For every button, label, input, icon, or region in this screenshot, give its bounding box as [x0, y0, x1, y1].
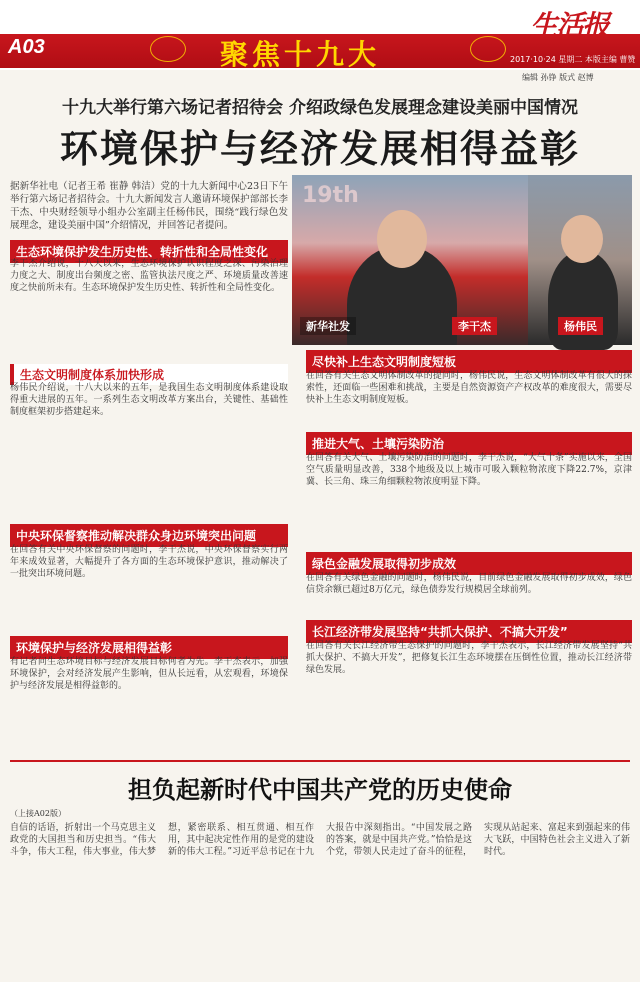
section-7-title: 绿色金融发展取得初步成效 [306, 552, 632, 575]
decor-emblem-left [150, 36, 186, 62]
photo-caption-left: 李干杰 [452, 317, 497, 335]
section-5-text: 在回答有关生态文明体制改革的提问时，杨伟民说，生态文明体制改革有很大的探索性，还面临一些困难和挑战，主要是自然资源资产产权改革的难度很大，需要尽快补上生态文明制度短板。 [306, 371, 632, 405]
face [561, 215, 603, 263]
editors: 编辑 孙铮 版式 赵博 [522, 73, 594, 82]
divider [10, 760, 630, 762]
section-6-text: 在回答有关大气、土壤污染防治的问题时，李干杰说，“大气十条”实施以来，全国空气质量明显改善，338个地级及以上城市可吸入颗粒物浓度下降22.7%，京津冀、长三角、珠三角细颗粒物浓度明显下降。 [306, 453, 632, 487]
section-8-text: 在回答有关长江经济带生态保护的问题时，李干杰表示，长江经济带发展坚持“共抓大保护、不搞大开发”，把修复长江生态环境摆在压倒性位置，推动长江经济带绿色发展。 [306, 641, 632, 675]
section-8-title: 长江经济带发展坚持“共抓大保护、不搞大开发” [306, 620, 632, 643]
headline-kicker: 十九大举行第六场记者招待会 介绍政绿色发展理念建设美丽中国情况 [62, 98, 578, 118]
section-5-title: 尽快补上生态文明制度短板 [306, 350, 632, 373]
face [377, 210, 427, 268]
section-7-text: 在回答有关绿色金融的问题时，杨伟民说，目前绿色金融发展取得初步成效，绿色信贷余额已超过8万亿元，绿色债券发行规模居全球前列。 [306, 573, 632, 595]
section-2-title: 生态文明制度体系加快形成 [10, 364, 288, 385]
decor-emblem-right [470, 36, 506, 62]
lead-paragraph: 据新华社电（记者王希 崔静 韩洁）党的十九大新闻中心23日下午举行第六场记者招待会。十九大新闻发言人邀请环境保护部部长李干杰、中央财经领导小组办公室副主任杨伟民，围绕“践行绿色发展理念，建设美丽中国”介绍情况，并回答记者提问。 [10, 181, 288, 231]
section-1-title: 生态环境保护发生历史性、转折性和全局性变化 [10, 240, 288, 263]
newspaper-logo: 生活报 [530, 9, 609, 42]
commentary-text: 自信的话语，折射出一个马克思主义政党的大国担当和历史担当。“伟大斗争，伟大工程，伟大事业，伟大梦想，紧密联系、相互贯通、相互作用，其中起决定性作用的是党的建设新的伟大工程。”习近平总书记在十九大报告中深刻指出。“中国发展之路的答案，就是中国共产党。”恰恰是这个党，带领人民走过了奋斗的征程，实现从站起来、富起来到强起来的伟大飞跃，中国特色社会主义进入了新时代。 [10, 823, 630, 857]
section-3-text: 在回答有关中央环保督察的问题时，李干杰说，中央环保督察实行两年来成效显著，大幅提升了各方面的生态环境保护意识，推动解决了一批突出环境问题。 [10, 545, 288, 579]
section-1-text: 李干杰介绍说，十八大以来，生态环境保护认识程度之深、污染治理力度之大、制度出台频度之密、监管执法尺度之严、环境质量改善速度之快前所未有。生态环境保护发生历史性、转折性和全局性变化。 [10, 259, 288, 293]
headline-title: 环境保护与经济发展相得益彰 [60, 127, 581, 171]
photo-caption-right: 杨伟民 [558, 317, 603, 335]
commentary-byline: （上接A02版） [10, 809, 66, 818]
page-number: A03 [8, 36, 45, 58]
section-4-title: 环境保护与经济发展相得益彰 [10, 636, 288, 659]
photo-credit: 新华社发 [300, 317, 356, 335]
section-2-text: 杨伟民介绍说，十八大以来的五年，是我国生态文明制度体系建设取得重大进展的五年。一系列生态文明改革方案出台，关键性、基础性制度框架初步搭建起来。 [10, 383, 288, 417]
section-6-title: 推进大气、土壤污染防治 [306, 432, 632, 455]
dateline: 2017·10·24 星期二 本版主编 曹赞 [510, 55, 636, 64]
person-silhouette [548, 250, 618, 350]
photo-yang-weimin [528, 175, 632, 345]
commentary-title: 担负起新时代中国共产党的历史使命 [128, 775, 512, 804]
section-3-title: 中央环保督察推动解决群众身边环境突出问题 [10, 524, 288, 547]
section-title: 聚焦十九大 [220, 38, 381, 71]
section-4-text: 有记者问生态环境目标与经济发展目标何者为先。李干杰表示，加强环境保护，会对经济发展产生影响，但从长远看，从宏观看，环境保护与经济发展是相得益彰的。 [10, 657, 288, 691]
photo-li-ganjie: 19th 新华社发 李干杰 [292, 175, 528, 345]
